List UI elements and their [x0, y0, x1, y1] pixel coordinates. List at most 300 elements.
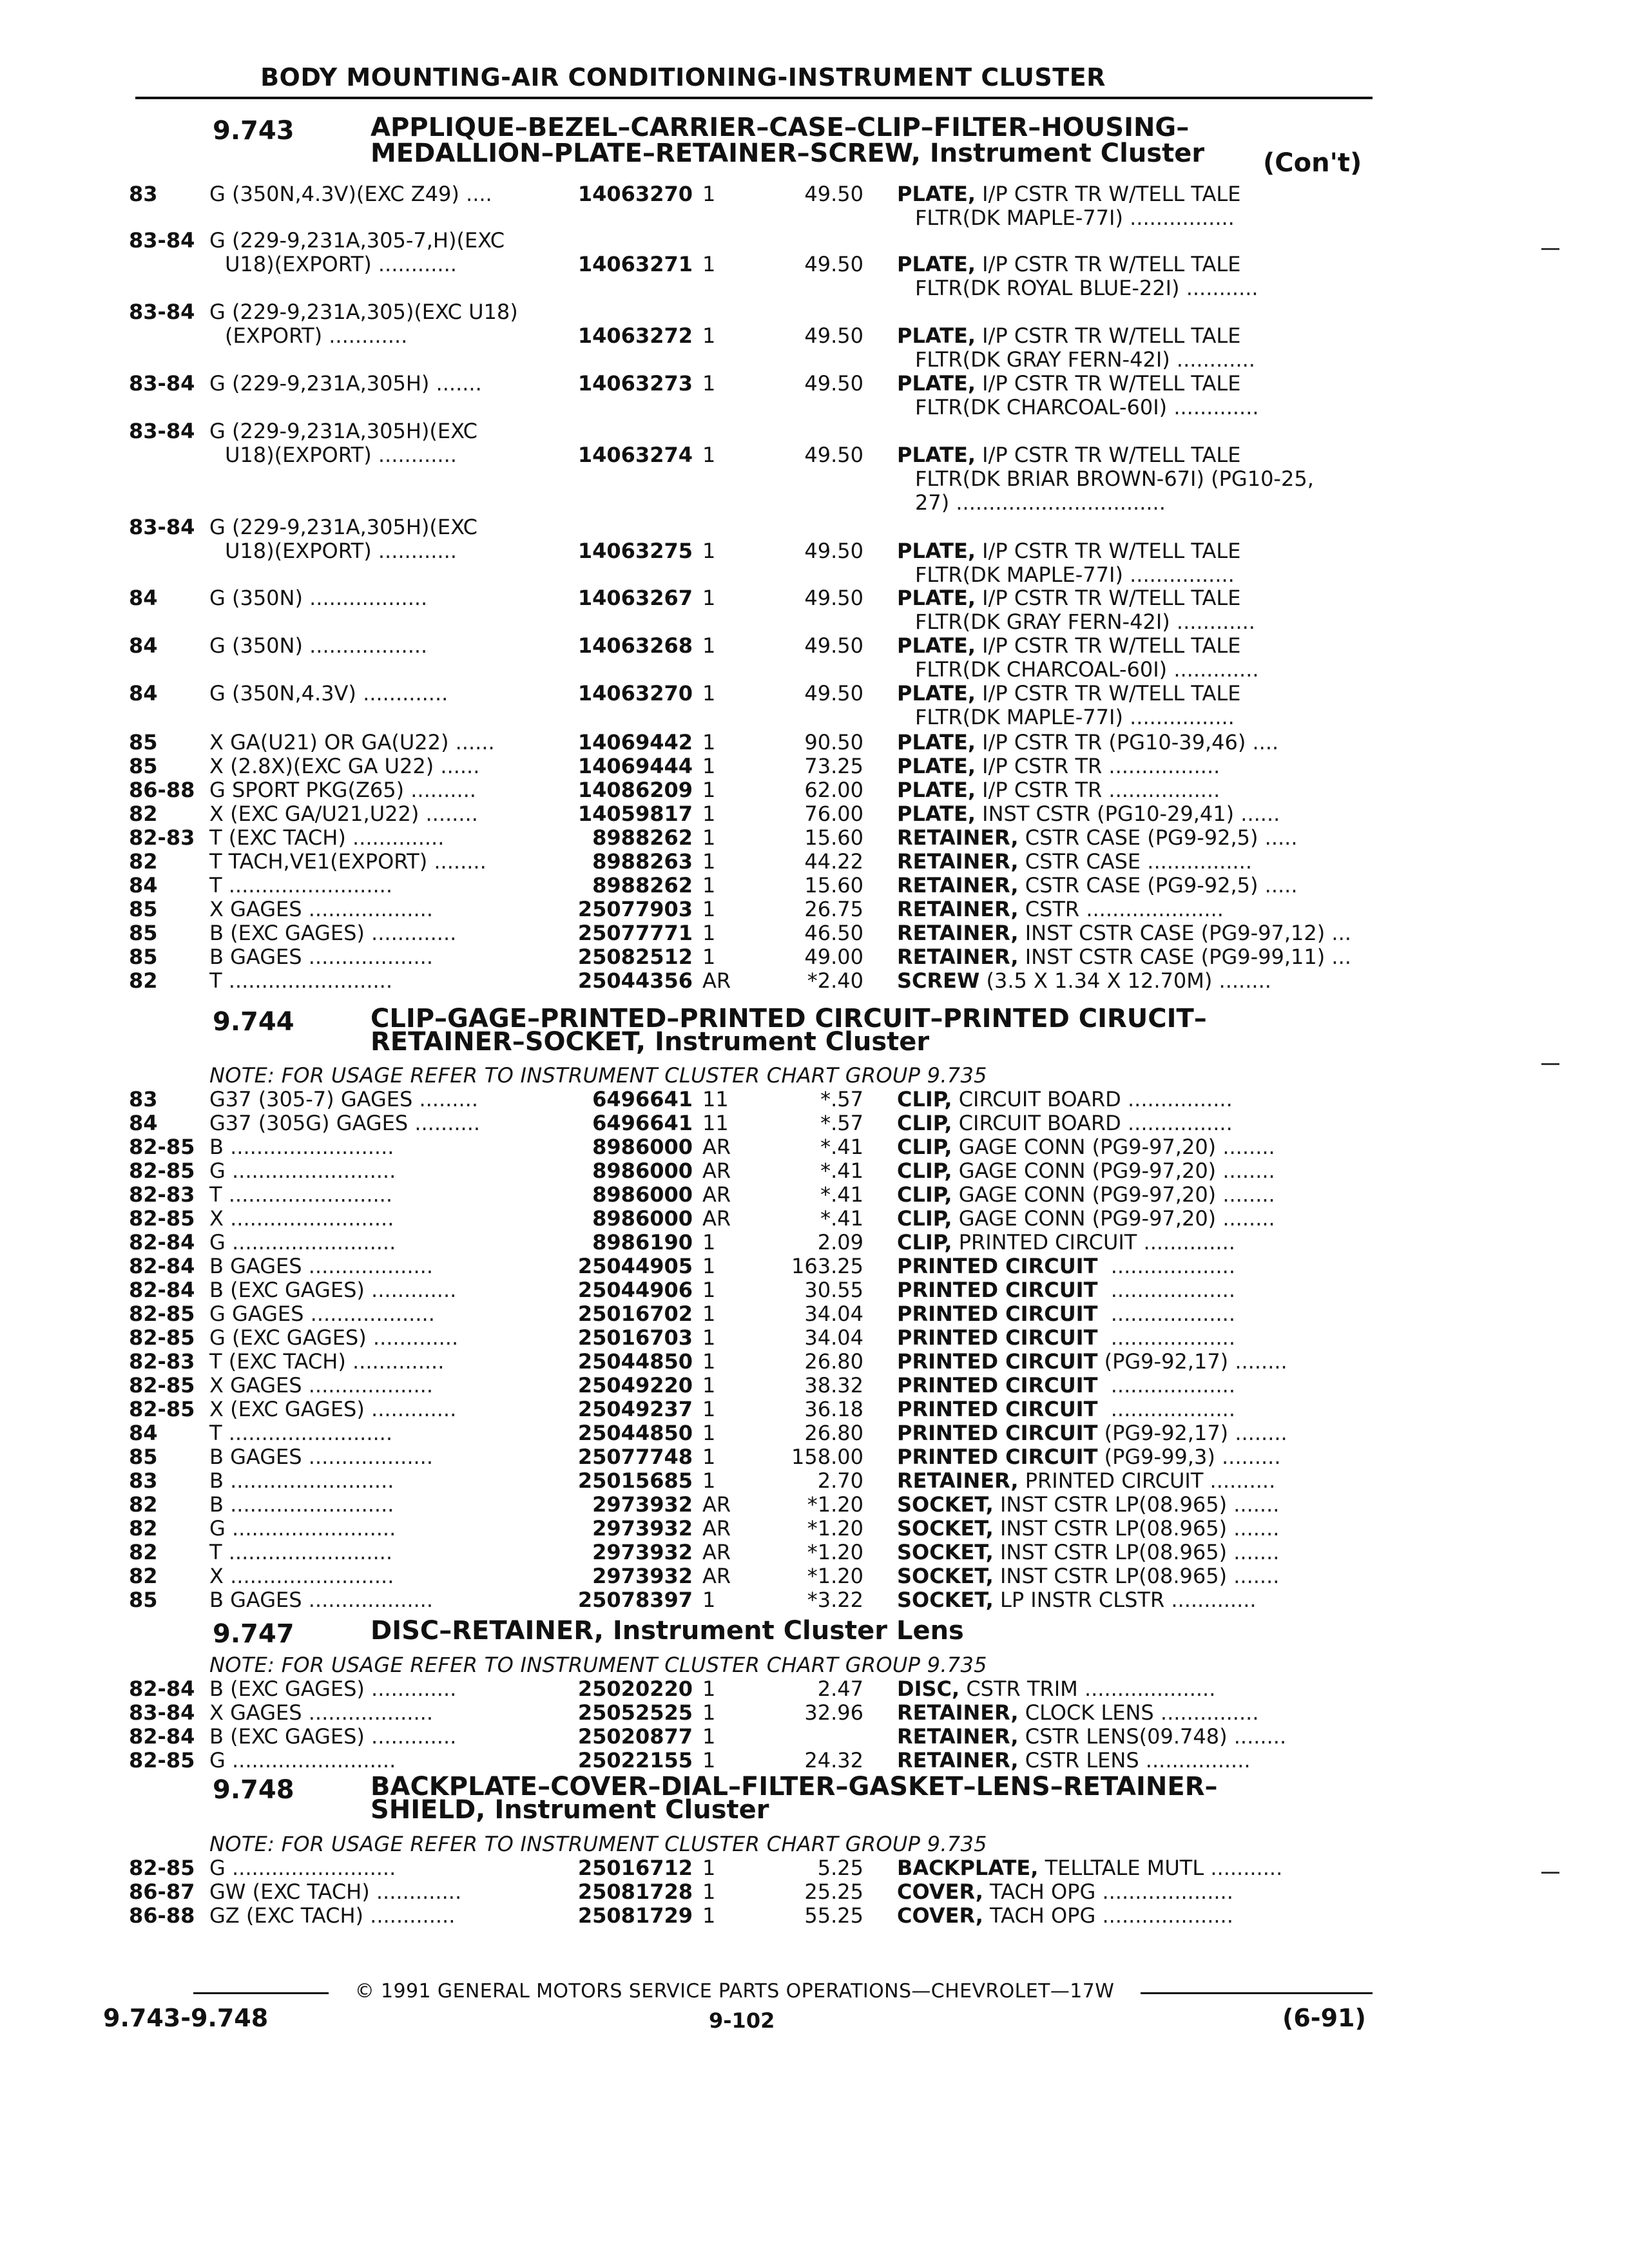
price: 49.50: [804, 371, 863, 396]
footer-copyright: © 1991 GENERAL MOTORS SERVICE PARTS OPERATIONS—CHEVROLET—17W: [354, 1980, 1115, 2003]
application-desc: G (229-9,231A,305-7,H)(EXC: [209, 229, 505, 253]
application-desc: [209, 1088, 478, 1111]
application-desc: [209, 1254, 433, 1278]
part-name: [897, 754, 1220, 778]
dot-leader: .........................: [222, 1541, 393, 1564]
dot-leader: .........................: [222, 1421, 393, 1445]
part-name-detail: FLTR(DK CHARCOAL-60I): [915, 658, 1168, 682]
dot-leader: .........: [1215, 1445, 1281, 1469]
part-name-noun: PLATE,: [897, 372, 976, 396]
part-number: 25016703: [577, 1325, 693, 1350]
dot-leader: .........: [412, 1088, 478, 1111]
model-year: 84: [129, 1421, 158, 1445]
model-year: 83-84: [129, 1700, 195, 1725]
dot-leader: ..........: [408, 1111, 481, 1135]
price: 49.50: [804, 539, 863, 563]
part-name-detail: TACH OPG: [990, 1904, 1096, 1928]
section-title: [371, 1616, 1369, 1646]
application-desc-text: G: [209, 1749, 226, 1773]
quantity: 1: [702, 1445, 716, 1469]
application-desc: [209, 1588, 433, 1612]
part-name: [897, 1904, 1233, 1928]
part-name-detail: I/P CSTR TR W/TELL TALE: [982, 324, 1241, 348]
price: 49.00: [804, 945, 863, 969]
part-number: 8988263: [592, 849, 693, 874]
application-desc-text: X GAGES: [209, 898, 302, 921]
application-desc: [209, 731, 495, 754]
quantity: 1: [702, 754, 716, 778]
section-title-line: APPLIQUE–BEZEL–CARRIER–CASE–CLIP–FILTER–HOUSING–: [371, 113, 1190, 142]
application-desc-text: T (EXC TACH): [209, 826, 346, 850]
part-name: [897, 1302, 1235, 1326]
application-desc-text: U18)(EXPORT): [225, 253, 372, 276]
part-number: 8986000: [592, 1182, 693, 1207]
part-number: 25044905: [577, 1254, 693, 1278]
model-year: 84: [129, 633, 158, 658]
application-desc-text: G GAGES: [209, 1302, 304, 1326]
model-year: 86-88: [129, 1903, 195, 1928]
model-year: 83-84: [129, 371, 195, 396]
application-desc-text: B (EXC GAGES): [209, 1725, 365, 1749]
application-desc: [209, 1904, 455, 1928]
quantity: 1: [702, 1230, 716, 1254]
dot-leader: ......: [1234, 802, 1280, 826]
section-title: [371, 1004, 1369, 1057]
part-name: [897, 1445, 1281, 1469]
dot-leader: ..............: [345, 826, 445, 850]
model-year: 85: [129, 945, 158, 969]
price: 32.96: [804, 1700, 863, 1725]
part-name-detail: FLTR(DK GRAY FERN-42I): [915, 610, 1170, 634]
model-year: 82: [129, 1564, 158, 1588]
part-name-cont: [915, 658, 1259, 682]
footer-page-number: 9-102: [709, 2008, 775, 2033]
dot-leader: ......: [434, 754, 480, 778]
part-name-noun: PLATE,: [897, 634, 976, 658]
section-title-line: [371, 139, 1369, 168]
part-name-noun: RETAINER,: [897, 898, 1019, 921]
part-number: 14063273: [577, 371, 693, 396]
part-number: 25044906: [577, 1278, 693, 1302]
part-number: 25020877: [577, 1724, 693, 1749]
part-name: [897, 874, 1298, 898]
part-name: [897, 1880, 1233, 1904]
price: 25.25: [804, 1879, 863, 1904]
part-number: 25081728: [577, 1879, 693, 1904]
dot-leader: ...............: [1153, 1701, 1259, 1725]
application-desc: G (229-9,231A,305H)(EXC: [209, 515, 478, 539]
part-name-noun: SOCKET,: [897, 1517, 994, 1541]
application-desc: [209, 1701, 433, 1725]
part-name-detail: FLTR(DK MAPLE-77I): [915, 206, 1123, 230]
dot-leader: ............: [371, 443, 457, 467]
quantity: AR: [702, 1564, 731, 1588]
section-number: 9.748: [213, 1775, 294, 1805]
part-name-detail: 27): [915, 491, 950, 515]
model-year: 82-84: [129, 1230, 195, 1254]
dot-leader: ................: [1139, 1749, 1251, 1773]
quantity: 1: [702, 1373, 716, 1398]
part-name-detail: PRINTED CIRCUIT: [958, 1231, 1137, 1254]
dot-leader: ..........: [404, 778, 476, 802]
part-number: 8988262: [592, 825, 693, 850]
part-name: [897, 1564, 1279, 1588]
part-name-detail: CSTR LENS: [1025, 1749, 1139, 1773]
application-desc: [209, 898, 433, 921]
application-desc-text: G: [209, 1856, 226, 1880]
model-year: 82-85: [129, 1206, 195, 1231]
part-name: [897, 1588, 1257, 1612]
application-desc-text: GZ (EXC TACH): [209, 1904, 363, 1928]
part-name: [897, 1207, 1275, 1231]
application-desc-text: G37 (305-7) GAGES: [209, 1088, 413, 1111]
quantity: 1: [702, 730, 716, 754]
application-desc: [209, 826, 444, 850]
quantity: 1: [702, 1903, 716, 1928]
application-desc: G (229-9,231A,305)(EXC U18): [209, 300, 518, 324]
part-name-detail: I/P CSTR TR W/TELL TALE: [982, 372, 1241, 396]
part-name-cont: [915, 467, 1314, 491]
application-desc-text: G: [209, 1159, 226, 1183]
application-desc-text: X: [209, 1564, 224, 1588]
part-name-noun: RETAINER,: [897, 826, 1019, 850]
quantity: 1: [702, 1856, 716, 1880]
application-desc: [209, 1183, 392, 1207]
part-name: [897, 1541, 1279, 1564]
application-desc-text: X GAGES: [209, 1701, 302, 1725]
application-desc: [209, 1231, 396, 1254]
application-desc-text: B GAGES: [209, 1588, 302, 1612]
part-name-detail: INST CSTR LP(08.965): [999, 1517, 1228, 1541]
part-name: [897, 1374, 1235, 1398]
part-number: 25049220: [577, 1373, 693, 1398]
part-number: 8988262: [592, 873, 693, 898]
model-year: 84: [129, 586, 158, 610]
application-desc: [209, 945, 433, 969]
price: 15.60: [804, 873, 863, 898]
quantity: 1: [702, 681, 716, 706]
application-desc-text: G (229-9,231A,305H): [209, 372, 430, 396]
application-desc-text: (EXPORT): [225, 324, 323, 348]
dot-leader: .......: [1227, 1564, 1280, 1588]
part-name-detail: I/P CSTR TR W/TELL TALE: [982, 634, 1241, 658]
part-name-detail: (PG9-92,17): [1104, 1350, 1229, 1374]
part-name: [897, 1677, 1215, 1701]
part-name-noun: CLIP,: [897, 1207, 952, 1231]
quantity: 1: [702, 849, 716, 874]
application-desc: [209, 682, 448, 706]
application-desc: [209, 969, 392, 993]
model-year: 83: [129, 182, 158, 206]
model-year: 83: [129, 1468, 158, 1493]
price: 26.80: [804, 1349, 863, 1374]
part-name-detail: FLTR(DK CHARCOAL-60I): [915, 396, 1168, 419]
part-name: [897, 1469, 1275, 1493]
price: 2.09: [817, 1230, 863, 1254]
price: 30.55: [804, 1278, 863, 1302]
part-name-detail: GAGE CONN (PG9-97,20): [958, 1135, 1217, 1159]
part-name-detail: CIRCUIT BOARD: [958, 1088, 1121, 1111]
footer-section-range: 9.743-9.748: [103, 2004, 269, 2032]
part-name-detail: INST CSTR LP(08.965): [999, 1493, 1228, 1517]
dot-leader: ....................: [1077, 1677, 1216, 1701]
part-name-noun: PLATE,: [897, 778, 976, 802]
quantity: 1: [702, 539, 716, 563]
quantity: 1: [702, 443, 716, 467]
price: 46.50: [804, 921, 863, 945]
footer-rule-left: [193, 1992, 329, 1994]
part-name: [897, 182, 1240, 206]
dot-leader: ................: [1123, 563, 1235, 587]
price: *.41: [820, 1206, 863, 1231]
dot-leader: ....................: [1095, 1904, 1233, 1928]
application-desc: [209, 1302, 435, 1326]
section-title-line: [371, 1795, 1369, 1825]
price: 49.50: [804, 633, 863, 658]
quantity: AR: [702, 1182, 731, 1207]
dot-leader: ......: [448, 731, 495, 754]
section-number: 9.744: [213, 1007, 294, 1037]
part-name-noun: PLATE,: [897, 802, 976, 826]
dot-leader: ...................: [1104, 1278, 1236, 1302]
part-name: [897, 1278, 1235, 1302]
price: 158.00: [791, 1445, 863, 1469]
part-name: [897, 1725, 1286, 1749]
model-year: 84: [129, 681, 158, 706]
application-desc: [209, 1278, 456, 1302]
part-name-noun: COVER,: [897, 1880, 983, 1904]
part-number: 14063270: [577, 182, 693, 206]
price: 2.70: [817, 1468, 863, 1493]
application-desc: [209, 1493, 394, 1517]
model-year: 82-83: [129, 1349, 195, 1374]
page-header: BODY MOUNTING-AIR CONDITIONING-INSTRUMENT CLUSTER: [260, 63, 1106, 91]
continued-label: (Con't): [1263, 148, 1362, 178]
part-name-noun: PRINTED CIRCUIT: [897, 1302, 1098, 1326]
part-name-noun: PLATE,: [897, 443, 976, 467]
dot-leader: .........................: [225, 1749, 396, 1773]
part-number: 14063267: [577, 586, 693, 610]
part-name: [897, 1088, 1233, 1111]
price: 55.25: [804, 1903, 863, 1928]
model-year: 83-84: [129, 419, 195, 443]
part-name-noun: PLATE,: [897, 182, 976, 206]
part-number: 14063271: [577, 252, 693, 276]
part-number: 14059817: [577, 802, 693, 826]
part-name-detail: GAGE CONN (PG9-97,20): [958, 1159, 1217, 1183]
application-desc-text: T TACH,VE1(EXPORT): [209, 850, 428, 874]
application-desc: [209, 372, 482, 396]
quantity: 1: [702, 1254, 716, 1278]
dot-leader: ........: [1228, 1350, 1287, 1374]
application-desc-text: G (350N): [209, 586, 303, 610]
part-name-detail: CSTR: [1025, 898, 1080, 921]
quantity: 1: [702, 1349, 716, 1374]
dot-leader: .........................: [225, 1517, 396, 1541]
quantity: 1: [702, 1421, 716, 1445]
application-desc-text: X GAGES: [209, 1374, 302, 1398]
part-name-noun: CLIP,: [897, 1088, 952, 1111]
application-desc-text: G37 (305G) GAGES: [209, 1111, 409, 1135]
dot-leader: .................: [1102, 754, 1220, 778]
application-desc-text: B GAGES: [209, 945, 302, 969]
part-name: [897, 802, 1280, 826]
model-year: 83: [129, 1087, 158, 1111]
application-desc-text: B GAGES: [209, 1445, 302, 1469]
part-number: 14069444: [577, 754, 693, 778]
part-number: 25016702: [577, 1302, 693, 1326]
part-number: 25022155: [577, 1748, 693, 1773]
application-desc-text: B: [209, 1135, 224, 1159]
part-name-detail: LP INSTR CLSTR: [999, 1588, 1165, 1612]
part-name: [897, 1398, 1235, 1421]
part-name-noun: PRINTED CIRCUIT: [897, 1254, 1098, 1278]
dot-leader: ..................: [302, 634, 428, 658]
model-year: 84: [129, 1111, 158, 1135]
dot-leader: ................: [1141, 850, 1253, 874]
part-name-noun: CLIP,: [897, 1183, 952, 1207]
part-number: 2973932: [592, 1492, 693, 1517]
section-title-subject: Instrument Cluster: [929, 139, 1205, 168]
part-name: [897, 1111, 1233, 1135]
model-year: 82: [129, 1516, 158, 1541]
price: *3.22: [807, 1588, 863, 1612]
part-name: [897, 1135, 1275, 1159]
quantity: 1: [702, 1278, 716, 1302]
quantity: 1: [702, 182, 716, 206]
quantity: 1: [702, 1468, 716, 1493]
application-desc: [209, 1350, 444, 1374]
part-name: [897, 1701, 1258, 1725]
model-year: 82-85: [129, 1373, 195, 1398]
application-desc: [209, 1749, 396, 1773]
dot-leader: .............: [369, 1880, 462, 1904]
part-name-detail: FLTR(DK ROYAL BLUE-22I): [915, 276, 1180, 300]
dot-leader: ............: [371, 253, 457, 276]
part-number: 14063274: [577, 443, 693, 467]
dot-leader: ............: [1170, 348, 1255, 372]
part-name-detail: CIRCUIT BOARD: [958, 1111, 1121, 1135]
quantity: 1: [702, 1724, 716, 1749]
price: 49.50: [804, 681, 863, 706]
section-title-parts: RETAINER–SOCKET,: [371, 1027, 646, 1057]
quantity: 1: [702, 1588, 716, 1612]
part-number: 8986190: [592, 1230, 693, 1254]
dot-leader: ...................: [302, 1254, 434, 1278]
section-title-parts: MEDALLION–PLATE–RETAINER–SCREW,: [371, 139, 921, 168]
dot-leader: .........................: [223, 1135, 394, 1159]
part-name: [897, 1749, 1251, 1773]
part-name-detail: FLTR(DK GRAY FERN-42I): [915, 348, 1170, 372]
part-number: 14063275: [577, 539, 693, 563]
part-number: 25082512: [577, 945, 693, 969]
model-year: 82-84: [129, 1724, 195, 1749]
part-number: 25078397: [577, 1588, 693, 1612]
application-desc-text: T: [209, 1541, 222, 1564]
part-name-noun: RETAINER,: [897, 921, 1019, 945]
part-name-noun: PLATE,: [897, 253, 976, 276]
model-year: 82-85: [129, 1325, 195, 1350]
part-name-noun: PLATE,: [897, 754, 976, 778]
application-desc-text: T: [209, 874, 222, 898]
part-name: [897, 539, 1240, 563]
price: 38.32: [804, 1373, 863, 1398]
model-year: 85: [129, 754, 158, 778]
dot-leader: ........: [1227, 1725, 1287, 1749]
model-year: 83-84: [129, 300, 195, 324]
application-desc-text: X: [209, 1207, 224, 1231]
part-name: [897, 253, 1240, 276]
application-desc: [209, 921, 456, 945]
dot-leader: .......: [1227, 1541, 1280, 1564]
dot-leader: ...................: [1104, 1302, 1236, 1326]
dot-leader: ...........: [1179, 276, 1258, 300]
dot-leader: .......: [429, 372, 482, 396]
part-name-detail: I/P CSTR TR (PG10-39,46): [982, 731, 1246, 754]
part-name-detail: INST CSTR LP(08.965): [999, 1564, 1228, 1588]
part-name-noun: SOCKET,: [897, 1541, 994, 1564]
price: 163.25: [791, 1254, 863, 1278]
part-name-detail: CSTR CASE (PG9-92,5): [1025, 826, 1258, 850]
price: 49.50: [804, 252, 863, 276]
section-title: [371, 113, 1369, 168]
dot-leader: .........................: [225, 1856, 396, 1880]
dot-leader: .............: [1167, 658, 1259, 682]
dot-leader: .....: [1258, 826, 1298, 850]
part-name-noun: RETAINER,: [897, 1725, 1019, 1749]
dot-leader: ........: [419, 802, 478, 826]
section-title-line: BACKPLATE–COVER–DIAL–FILTER–GASKET–LENS–RETAINER–: [371, 1772, 1218, 1802]
dot-leader: ................................: [949, 491, 1166, 515]
model-year: 85: [129, 1445, 158, 1469]
application-desc: [209, 1856, 396, 1880]
part-name-detail: CSTR TRIM: [966, 1677, 1078, 1701]
application-desc: [209, 1207, 394, 1231]
usage-note: NOTE: FOR USAGE REFER TO INSTRUMENT CLUSTER CHART GROUP 9.735: [209, 1832, 987, 1856]
part-name-detail: TELLTALE MUTL: [1045, 1856, 1204, 1880]
application-desc-text: G (EXC GAGES): [209, 1326, 367, 1350]
part-name-noun: SCREW: [897, 969, 980, 993]
application-desc: [209, 1374, 433, 1398]
price: 62.00: [804, 778, 863, 802]
price: *.57: [820, 1111, 863, 1135]
quantity: 1: [702, 633, 716, 658]
part-name-noun: CLIP,: [897, 1135, 952, 1159]
dot-leader: .........................: [223, 1493, 394, 1517]
model-year: 82: [129, 968, 158, 993]
quantity: AR: [702, 1516, 731, 1541]
part-name-detail: I/P CSTR TR W/TELL TALE: [982, 253, 1241, 276]
dot-leader: ...................: [304, 1302, 435, 1326]
quantity: 1: [702, 1397, 716, 1421]
part-name: [897, 826, 1298, 850]
usage-note: NOTE: FOR USAGE REFER TO INSTRUMENT CLUSTER CHART GROUP 9.735: [209, 1063, 987, 1088]
part-name-noun: COVER,: [897, 1904, 983, 1928]
price: *1.20: [807, 1492, 863, 1517]
part-name-noun: CLIP,: [897, 1159, 952, 1183]
dot-leader: ...........: [1204, 1856, 1283, 1880]
part-name-noun: RETAINER,: [897, 945, 1019, 969]
quantity: 1: [702, 252, 716, 276]
quantity: 1: [702, 323, 716, 348]
part-name-noun: PRINTED CIRCUIT: [897, 1445, 1098, 1469]
dot-leader: ..................: [302, 586, 428, 610]
application-desc-text: T: [209, 1183, 222, 1207]
quantity: 1: [702, 1700, 716, 1725]
part-name: [897, 731, 1278, 754]
part-name-noun: PRINTED CIRCUIT: [897, 1398, 1098, 1421]
application-desc: [209, 1111, 480, 1135]
